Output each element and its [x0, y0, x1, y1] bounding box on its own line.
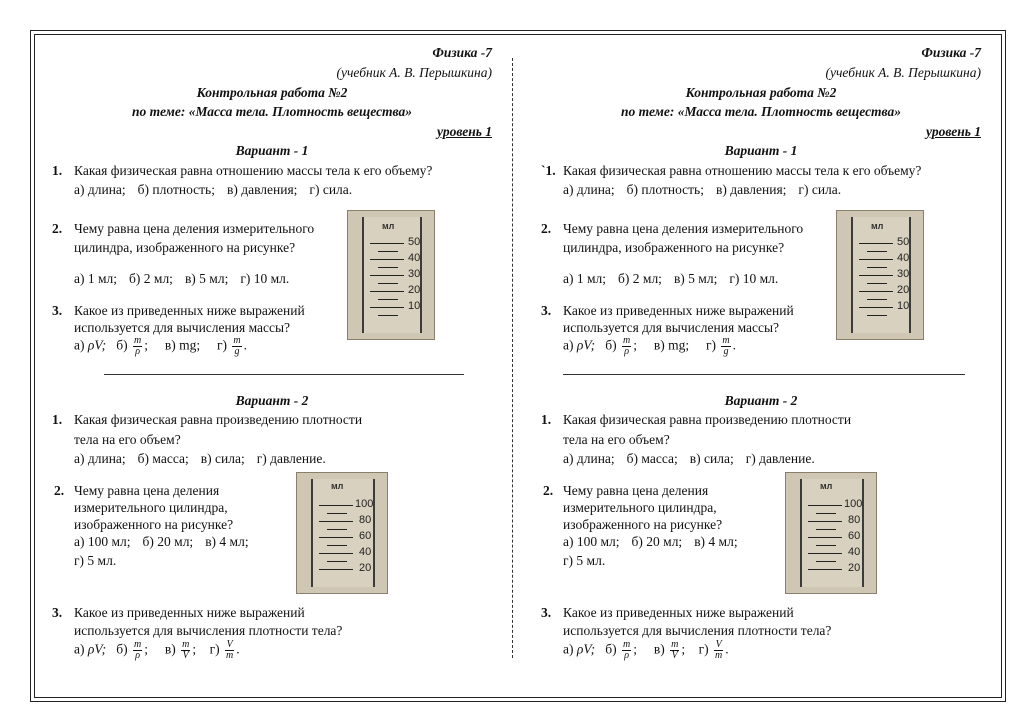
option-formula: ρV;	[87, 337, 107, 353]
option: б) плотность;	[626, 182, 704, 197]
scale-label: 50	[897, 236, 910, 248]
question-text: используется для вычисления плотности тела?	[563, 623, 832, 638]
option: а) 1 мл;	[74, 271, 118, 286]
separator	[104, 374, 464, 375]
scale-label: 10	[408, 300, 421, 312]
cut-line	[512, 58, 513, 658]
option-letter: в)	[164, 641, 176, 657]
question-number: 2.	[543, 483, 554, 498]
option: б) 2 мл;	[129, 271, 173, 286]
textbook-note: (учебник А. В. Перышкина)	[336, 65, 492, 80]
question-text: Какое из приведенных ниже выражений	[563, 303, 794, 318]
answer-options: а) ρV; б) $\frac{m}{\rho}$ ; в) $\frac{m}{V}$ ; г) $\frac{V}{m}$ .	[74, 639, 240, 661]
question-number: 1.	[541, 412, 552, 427]
scale-label: 40	[359, 546, 372, 558]
option: б) плотность;	[137, 182, 215, 197]
scale-label: 100	[844, 498, 863, 510]
answer-options	[563, 533, 750, 550]
question-text: Какая физическая равна произведению плотности	[74, 412, 363, 427]
test-title: Контрольная работа №2	[196, 85, 348, 100]
option-formula: ρV;	[576, 337, 596, 353]
scale-label: 50	[408, 236, 421, 248]
question-number: 2.	[52, 221, 63, 236]
answer-options: а) ρV; б) $\frac{m}{\rho}$ ; в) mg; г) $\frac{m}{g}$ .	[563, 335, 737, 357]
cylinder-unit: мл	[382, 221, 395, 231]
answer-options: а) ρV; б) $\frac{m}{\rho}$ ; в) $\frac{m}{V}$ ; г) $\frac{V}{m}$ .	[563, 639, 729, 661]
level-label: уровень 1	[926, 124, 981, 139]
fraction: $\frac{m}{\rho}$	[622, 639, 631, 661]
measuring-cylinder-image	[347, 210, 435, 340]
variant-title: Вариант - 1	[235, 143, 309, 158]
fraction: $\frac{V}{m}$	[715, 639, 723, 661]
option-letter: г)	[209, 641, 220, 657]
question-number: 3.	[541, 605, 552, 620]
question-text: цилиндра, изображенного на рисунке?	[563, 240, 785, 255]
subject-heading: Физика -7	[432, 45, 492, 60]
scale-label: 100	[355, 498, 374, 510]
worksheet-left	[52, 42, 492, 682]
fraction: $\frac{m}{\rho}$	[622, 335, 631, 357]
option: б) 2 мл;	[618, 271, 662, 286]
question-text: Какое из приведенных ниже выражений	[74, 303, 305, 318]
question-text: используется для вычисления массы?	[74, 320, 291, 335]
question-number: 3.	[541, 303, 552, 318]
option-letter: в)	[653, 641, 665, 657]
answer-options	[74, 450, 338, 467]
question-text: Какая физическая равна отношению массы тела к его объему?	[74, 163, 433, 178]
option: г) давление.	[745, 451, 815, 466]
textbook-note: (учебник А. В. Перышкина)	[825, 65, 981, 80]
fraction: $\frac{m}{\rho}$	[133, 335, 142, 357]
scale-label: 60	[848, 530, 861, 542]
option-letter: а)	[563, 641, 574, 657]
option: в) 5 мл;	[673, 271, 718, 286]
test-topic: по теме: «Масса тела. Плотность вещества»	[620, 104, 901, 119]
option: в) давления;	[226, 182, 298, 197]
scale-label: 80	[359, 514, 372, 526]
option: г) 10 мл.	[729, 271, 779, 286]
cylinder-unit: мл	[820, 481, 833, 491]
question-text: изображенного на рисунке?	[563, 517, 723, 532]
option: г) сила.	[309, 182, 353, 197]
option: а) длина;	[563, 182, 615, 197]
variant-title: Вариант - 2	[235, 393, 309, 408]
cylinder-unit: мл	[331, 481, 344, 491]
question-text: измерительного цилиндра,	[74, 500, 228, 515]
question-text: тела на его объем?	[74, 432, 181, 447]
option: в) сила;	[200, 451, 245, 466]
scale-label: 10	[897, 300, 910, 312]
question-text: Какая физическая равна отношению массы тела к его объему?	[563, 163, 922, 178]
fraction: $\frac{m}{V}$	[182, 639, 190, 661]
scale-label: 60	[359, 530, 372, 542]
option: а) 100 мл;	[74, 534, 131, 549]
question-text: цилиндра, изображенного на рисунке?	[74, 240, 296, 255]
question-number: 3.	[52, 605, 63, 620]
scale-label: 80	[848, 514, 861, 526]
option-formula: ρV;	[576, 641, 596, 657]
option-letter: а)	[74, 337, 85, 353]
option-letter: г)	[216, 337, 228, 353]
fraction: $\frac{m}{g}$	[233, 335, 241, 357]
option: г) сила.	[798, 182, 842, 197]
scale-label: 30	[408, 268, 421, 280]
option-letter: б)	[116, 641, 128, 657]
fraction: $\frac{m}{g}$	[722, 335, 730, 357]
option-letter: а)	[74, 641, 85, 657]
variant-title: Вариант - 2	[724, 393, 798, 408]
answer-options	[74, 181, 364, 198]
fraction: $\frac{V}{m}$	[226, 639, 234, 661]
question-number: 1.	[52, 163, 63, 178]
option: в) сила;	[689, 451, 734, 466]
question-number: `1.	[541, 163, 556, 178]
option: б) масса;	[137, 451, 189, 466]
option: а) 100 мл;	[563, 534, 620, 549]
answer-options	[563, 181, 853, 198]
question-number: 1.	[52, 412, 63, 427]
option: б) 20 мл;	[631, 534, 683, 549]
scale-label: 20	[359, 562, 372, 574]
answer-options	[563, 450, 827, 467]
scale-label: 40	[408, 252, 421, 264]
measuring-cylinder-image	[836, 210, 924, 340]
test-title: Контрольная работа №2	[685, 85, 837, 100]
question-text: Какое из приведенных ниже выражений	[74, 605, 305, 620]
option: в) давления;	[715, 182, 787, 197]
variant-title: Вариант - 1	[724, 143, 798, 158]
scale-label: 40	[897, 252, 910, 264]
question-text: используется для вычисления массы?	[563, 320, 780, 335]
option: г) 5 мл.	[74, 553, 117, 568]
option-letter: б)	[605, 337, 617, 353]
scale-label: 20	[408, 284, 421, 296]
question-text: используется для вычисления плотности тела?	[74, 623, 343, 638]
option: а) длина;	[74, 182, 126, 197]
question-text: тела на его объем?	[563, 432, 670, 447]
question-text: Какая физическая равна произведению плотности	[563, 412, 852, 427]
answer-options	[563, 270, 790, 287]
scale-label: 20	[897, 284, 910, 296]
separator	[563, 374, 965, 375]
option: в) mg;	[653, 337, 690, 353]
option: а) длина;	[74, 451, 126, 466]
fraction: $\frac{m}{V}$	[671, 639, 679, 661]
option: а) длина;	[563, 451, 615, 466]
question-text: изображенного на рисунке?	[74, 517, 234, 532]
level-label: уровень 1	[437, 124, 492, 139]
fraction: $\frac{m}{\rho}$	[133, 639, 142, 661]
worksheet-right	[541, 42, 981, 682]
question-text: Чему равна цена деления измерительного	[563, 221, 804, 236]
answer-options: а) ρV; б) $\frac{m}{\rho}$ ; в) mg; г) $\frac{m}{g}$ .	[74, 335, 248, 357]
answer-options	[74, 270, 301, 287]
scale-label: 20	[848, 562, 861, 574]
measuring-cylinder-image	[785, 472, 877, 594]
question-text: Чему равна цена деления измерительного	[74, 221, 315, 236]
option-letter: б)	[605, 641, 617, 657]
scale-label: 40	[848, 546, 861, 558]
option: г) 5 мл.	[563, 553, 606, 568]
cylinder-unit: мл	[871, 221, 884, 231]
question-text: Какое из приведенных ниже выражений	[563, 605, 794, 620]
subject-heading: Физика -7	[921, 45, 981, 60]
question-number: 3.	[52, 303, 63, 318]
question-number: 2.	[54, 483, 65, 498]
question-text: измерительного цилиндра,	[563, 500, 717, 515]
option: в) 4 мл;	[694, 534, 738, 549]
option-formula: ρV;	[87, 641, 107, 657]
option-letter: а)	[563, 337, 574, 353]
option-letter: б)	[116, 337, 128, 353]
test-topic: по теме: «Масса тела. Плотность вещества»	[131, 104, 412, 119]
option: г) 10 мл.	[240, 271, 290, 286]
question-number: 2.	[541, 221, 552, 236]
option-letter: г)	[705, 337, 717, 353]
option: в) mg;	[164, 337, 201, 353]
question-text: Чему равна цена деления	[74, 483, 220, 498]
question-text: Чему равна цена деления	[563, 483, 709, 498]
answer-options	[74, 533, 261, 550]
option: а) 1 мл;	[563, 271, 607, 286]
option: г) давление.	[256, 451, 326, 466]
option: в) 4 мл;	[205, 534, 249, 549]
option: б) масса;	[626, 451, 678, 466]
option: б) 20 мл;	[142, 534, 194, 549]
option: в) 5 мл;	[184, 271, 229, 286]
measuring-cylinder-image	[296, 472, 388, 594]
option-letter: г)	[698, 641, 709, 657]
scale-label: 30	[897, 268, 910, 280]
